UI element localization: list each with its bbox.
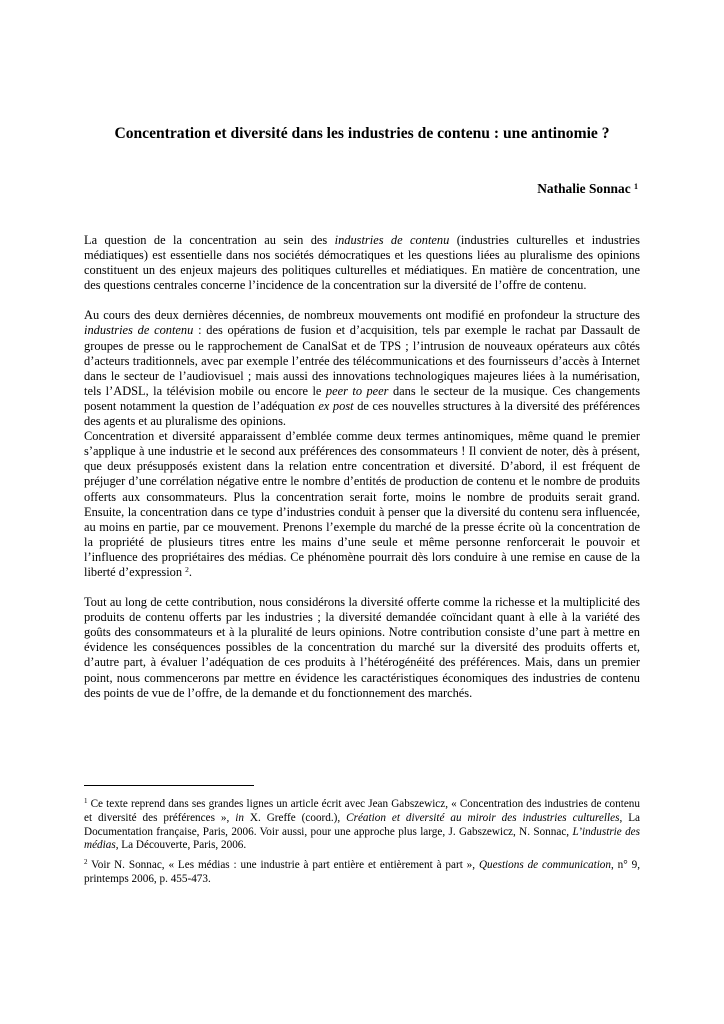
p1-italic-1: industries de contenu [334, 233, 450, 247]
p2-text-2: : des opérations de fusion et d’acquisition, tels par exemple le rachat par Dassault de groupes de presse ou le rapprochement de CanalSat et de TPS ; l’intrusion de nouveaux opérateurs aux côtés d’acteurs traditionnels, avec par exemple l’entrée des télécommunications et des fournisseurs d’accès à Internet dans le secteur de l’audiovisuel ; mais aussi des innovations technologiques majeures liées à la numérisation, tels l’ADSL, la télévision mobile ou encore le [84, 323, 640, 398]
footnote-1 [84, 798, 640, 853]
p2-text-1: Au cours des deux dernières décennies, de nombreux mouvements ont modifié en profondeur la structure des [84, 308, 640, 323]
p2-italic-1: industries de contenu [84, 323, 194, 338]
fn1-italic-2: Création et diversité au miroir des industries culturelles [346, 811, 620, 824]
fn2-italic-1: Questions de communication [478, 859, 611, 872]
footnote-separator [84, 785, 254, 786]
p1-text-1: La question de la concentration au sein des [84, 233, 335, 247]
fn1-text-2: X. Greffe (coord.), [243, 811, 347, 824]
footnote-2-number: 2 [84, 858, 88, 867]
p4-text-1: Tout au long de cette contribution, nous considérons la diversité offerte comme la richesse et la multiplicité des produits de contenu offerts par les industries ; la diversité demandée coïncidant quant à elle à la variété des goûts des consommateurs et à la pluralité de leurs opinions. Notre contribution consiste d’une part à mettre en évidence les conséquences possibles de la concentration du marché sur la diversité des produits offerts et, d’autre part, à évaluer l’adéquation de ces produits à l’hétérogénéité des préférences. Mais, dans un premier point, nous commencerons par mettre en évidence les caractéristiques économiques des industries de contenu des points de vue de l’offre, de la demande et du fonctionnement des marchés. [84, 595, 640, 700]
footnote-ref-2[interactable]: 2 [185, 564, 189, 574]
p3-text-2: . [188, 564, 193, 579]
p2-text-3: dans le secteur de la musique. Ces changements posent notamment la question de l’adéquation [84, 383, 641, 413]
fn1-text-1: Ce texte reprend dans ses grandes lignes un article écrit avec Jean Gabszewicz, « Concentration des industries de contenu et diversité des préférences », [84, 798, 640, 824]
paragraph-3 [84, 429, 640, 580]
p3-text-1: Concentration et diversité apparaissent d’emblée comme deux termes antinomiques, même quand le premier s’applique à une industrie et le second aux préférences des consommateurs ! Il convient de noter, dès à présent, que deux présupposés existent dans la relation entre concentration et diversité. D’abord, il est fréquent de préjuger d’une corrélation négative entre le nombre d’entités de production de contenu et le nombre de produits offerts aux consommateurs. Plus la concentration serait forte, moins le nombre de produits serait grand. Ensuite, la concentration dans ce type d’industries conduit à penser que la diversité du contenu sera influencée, au moins en partie, par ce mouvement. Prenons l’exemple du marché de la presse écrite où la concentration de la propriété de plusieurs titres entre les mains d’une seule et même personne renforcerait le pouvoir et l’influence des propriétaires des médias. Ce phénomène pourrait dès lors conduire à une remise en cause de la liberté d’expression [84, 429, 640, 579]
body-text [84, 233, 640, 701]
fn1-italic-3: L’industrie des médias [84, 825, 640, 852]
fn1-text-4: , La Découverte, Paris, 2006. [115, 839, 247, 852]
author-line [537, 180, 638, 198]
p2-italic-3: ex post [318, 398, 354, 413]
fn1-text-3: , La Documentation française, Paris, 2006. Voir aussi, pour une approche plus large, J. Gabszewicz, N. Sonnac, [84, 811, 640, 838]
fn2-text-2: , n° 9, printemps 2006, p. 455-473. [84, 859, 641, 885]
footnote-1-number: 1 [84, 797, 88, 805]
document-title: Concentration et diversité dans les industries de contenu : une antinomie ? [114, 125, 610, 142]
author-name: Nathalie Sonnac [537, 181, 631, 196]
fn1-italic-1: in [235, 811, 244, 824]
footnote-ref-1[interactable]: 1 [634, 182, 638, 191]
p2-italic-2: peer to peer [325, 383, 389, 398]
p1-text-2: (industries culturelles et industries médiatiques) est essentielle dans nos sociétés démocratiques et les questions liées au pluralisme des opinions constituent un des enjeux majeurs des politiques culturelles et médiatiques. En matière de concentration, une des questions centrales concerne l’incidence de la concentration sur la diversité de l’offre de contenu. [84, 233, 640, 293]
fn2-text-1: Voir N. Sonnac, « Les médias : une industrie à part entière et entièrement à part », [87, 859, 479, 872]
paragraph-1 [84, 233, 640, 293]
footnotes [84, 798, 640, 887]
paragraph-2 [84, 308, 640, 429]
p2-text-4: de ces nouvelles structures à la diversité des préférences des agents et au pluralisme des opinions. [84, 398, 640, 429]
paragraph-4 [84, 595, 640, 701]
footnote-2 [84, 859, 640, 887]
